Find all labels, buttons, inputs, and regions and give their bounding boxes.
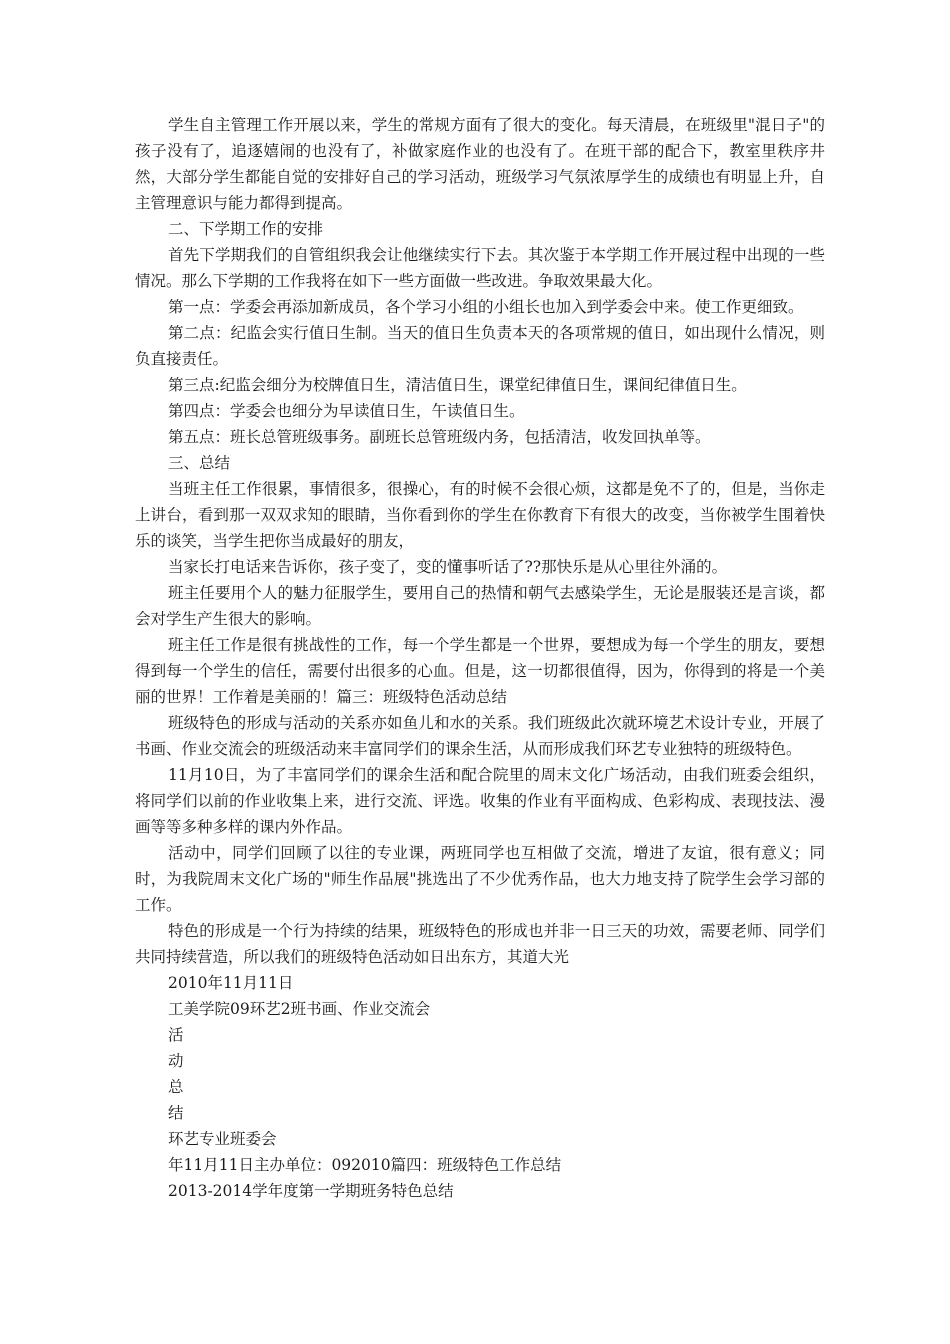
paragraph-teacher-work: 当班主任工作很累，事情很多，很操心，有的时候不会很心烦，这都是免不了的，但是，当你走上讲台，看到那一双双求知的眼睛，当你看到你的学生在你教育下有很大的改变，当你被学生围着快乐的谈笑，当学生把你当成最好的朋友， bbox=[135, 480, 825, 550]
semester-summary-title: 2013-2014学年度第一学期班务特色总结 bbox=[168, 1182, 454, 1200]
paragraph-point-two: 第二点：纪监会实行值日生制。当天的值日生负责本天的各项常规的值日，如出现什么情况，则负直接责任。 bbox=[135, 324, 825, 368]
committee-line: 环艺专业班委会 bbox=[168, 1130, 277, 1148]
organizer-line: 年11月11日主办单位：092010篇四：班级特色工作总结 bbox=[168, 1156, 562, 1174]
paragraph-november-event: 11月10日，为了丰富同学们的课余生活和配合院里的周末文化广场活动，由我们班委会组织，将同学们以前的作业收集上来，进行交流、评选。收集的作业有平面构成、色彩构成、表现技法、漫画等等多种多样的课内外作品。 bbox=[135, 766, 825, 836]
event-title-line: 工美学院09环艺2班书画、作业交流会 bbox=[168, 1000, 431, 1018]
paragraph-feature-formation: 特色的形成是一个行为持续的结果，班级特色的形成也并非一日三天的功效，需要老师、同学们共同持续营造，所以我们的班级特色活动如日出东方，其道大光 bbox=[135, 922, 825, 966]
vertical-char-4: 结 bbox=[168, 1104, 184, 1122]
heading-next-semester-plan: 二、下学期工作的安排 bbox=[168, 220, 324, 238]
date-line: 2010年11月11日 bbox=[168, 974, 294, 992]
paragraph-point-four: 第四点：学委会也细分为早读值日生，午读值日生。 bbox=[168, 402, 525, 420]
paragraph-teacher-charm: 班主任要用个人的魅力征服学生，要用自己的热情和朝气去感染学生，无论是服装还是言谈，都会对学生产生很大的影响。 bbox=[135, 584, 825, 628]
heading-summary: 三、总结 bbox=[168, 454, 231, 472]
paragraph-self-management: 学生自主管理工作开展以来，学生的常规方面有了很大的变化。每天清晨，在班级里"混日子"的孩子没有了，追逐嬉闹的也没有了，补做家庭作业的也没有了。在班干部的配合下，教室里秩序井然，大部分学生都能自觉的安排好自己的学习活动，班级学习气氛浓厚学生的成绩也有明显上升，自主管理意识与能力都得到提高。 bbox=[135, 116, 825, 212]
paragraph-activity: 活动中，同学们回顾了以往的专业课，两班同学也互相做了交流，增进了友谊，很有意义；同时，为我院周末文化广场的"师生作品展"挑选出了不少优秀作品，也大力地支持了院学生会学习部的工作。 bbox=[135, 844, 825, 914]
document-body bbox=[135, 112, 825, 1204]
paragraph-point-five: 第五点：班长总管班级事务。副班长总管班级内务，包括清洁，收发回执单等。 bbox=[168, 428, 711, 446]
paragraph-class-feature: 班级特色的形成与活动的关系亦如鱼儿和水的关系。我们班级此次就环境艺术设计专业，开展了书画、作业交流会的班级活动来丰富同学们的课余生活，从而形成我们环艺专业独特的班级特色。 bbox=[135, 714, 825, 758]
paragraph-parent-call: 当家长打电话来告诉你，孩子变了，变的懂事听话了??那快乐是从心里往外涌的。 bbox=[168, 558, 728, 576]
paragraph-point-three: 第三点:纪监会细分为校牌值日生，清洁值日生，课堂纪律值日生，课间纪律值日生。 bbox=[168, 376, 747, 394]
vertical-char-1: 活 bbox=[168, 1026, 184, 1044]
vertical-char-2: 动 bbox=[168, 1052, 184, 1070]
paragraph-challenge: 班主任工作是很有挑战性的工作，每一个学生都是一个世界，要想成为每一个学生的朋友，要想得到每一个学生的信任，需要付出很多的心血。但是，这一切都很值得，因为，你得到的将是一个美丽的世界！工作着是美丽的！篇三：班级特色活动总结 bbox=[135, 636, 825, 706]
paragraph-next-semester-intro: 首先下学期我们的自管组织我会让他继续实行下去。其次鉴于本学期工作开展过程中出现的一些情况。那么下学期的工作我将在如下一些方面做一些改进。争取效果最大化。 bbox=[135, 246, 825, 290]
paragraph-point-one: 第一点：学委会再添加新成员，各个学习小组的小组长也加入到学委会中来。使工作更细致。 bbox=[168, 298, 804, 316]
vertical-char-3: 总 bbox=[168, 1078, 184, 1096]
